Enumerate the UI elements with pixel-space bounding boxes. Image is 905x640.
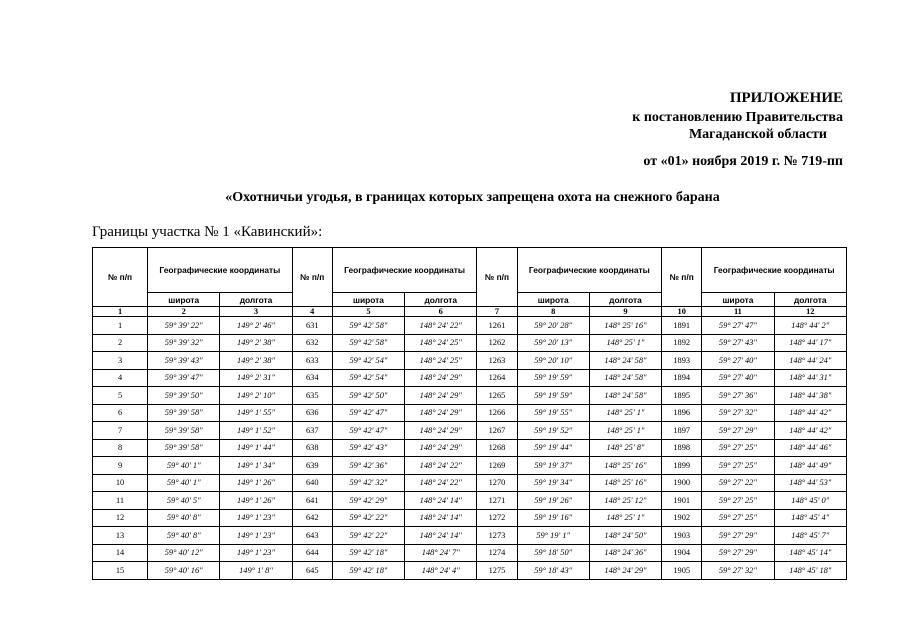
latitude-cell: 59° 40' 16" — [148, 562, 220, 580]
longitude-cell: 149° 2' 38" — [220, 334, 292, 352]
longitude-cell: 149° 1' 23" — [220, 527, 292, 545]
longitude-cell: 148° 24' 14" — [405, 527, 477, 545]
point-number-cell: 644 — [292, 544, 332, 562]
point-number-cell: 633 — [292, 352, 332, 370]
latitude-cell: 59° 42' 22" — [332, 527, 404, 545]
longitude-cell: 148° 44' 49" — [774, 457, 846, 475]
latitude-cell: 59° 27' 36" — [702, 387, 774, 405]
point-number-cell: 636 — [292, 404, 332, 422]
coords-header: Географические координаты — [517, 248, 662, 293]
point-number-cell: 12 — [93, 509, 148, 527]
latitude-cell: 59° 39' 43" — [148, 352, 220, 370]
point-number-cell: 4 — [93, 369, 148, 387]
point-number-cell: 5 — [93, 387, 148, 405]
longitude-cell: 148° 24' 58" — [589, 387, 661, 405]
appendix-line-region: Магаданской области — [688, 127, 827, 142]
lon-header: долгота — [774, 293, 846, 307]
point-number-cell: 1274 — [477, 544, 517, 562]
lat-header: широта — [148, 293, 220, 307]
longitude-cell: 148° 45' 18" — [774, 562, 846, 580]
point-number-cell: 1892 — [662, 334, 702, 352]
point-number-cell: 1262 — [477, 334, 517, 352]
point-number-cell: 1268 — [477, 439, 517, 457]
latitude-cell: 59° 42' 43" — [332, 439, 404, 457]
column-number-cell: 8 — [517, 307, 589, 317]
latitude-cell: 59° 27' 43" — [702, 334, 774, 352]
table-row — [93, 509, 847, 527]
latitude-cell: 59° 42' 54" — [332, 369, 404, 387]
longitude-cell: 149° 1' 23" — [220, 544, 292, 562]
point-number-cell: 1267 — [477, 422, 517, 440]
latitude-cell: 59° 42' 18" — [332, 562, 404, 580]
longitude-cell: 148° 25' 16" — [589, 317, 661, 335]
column-number-cell: 2 — [148, 307, 220, 317]
latitude-cell: 59° 27' 32" — [702, 404, 774, 422]
point-number-cell: 1273 — [477, 527, 517, 545]
point-number-cell: 640 — [292, 474, 332, 492]
latitude-cell: 59° 27' 25" — [702, 509, 774, 527]
table-row — [93, 562, 847, 580]
longitude-cell: 149° 1' 55" — [220, 404, 292, 422]
longitude-cell: 149° 1' 8" — [220, 562, 292, 580]
point-number-cell: 1261 — [477, 317, 517, 335]
longitude-cell: 148° 44' 38" — [774, 387, 846, 405]
longitude-cell: 148° 24' 29" — [405, 404, 477, 422]
point-number-cell: 638 — [292, 439, 332, 457]
longitude-cell: 148° 24' 22" — [405, 317, 477, 335]
longitude-cell: 148° 24' 14" — [405, 509, 477, 527]
longitude-cell: 148° 25' 8" — [589, 439, 661, 457]
longitude-cell: 148° 25' 1" — [589, 404, 661, 422]
latitude-cell: 59° 19' 59" — [517, 387, 589, 405]
longitude-cell: 148° 25' 1" — [589, 334, 661, 352]
point-number-cell: 1895 — [662, 387, 702, 405]
longitude-cell: 148° 45' 7" — [774, 527, 846, 545]
point-number-cell: 15 — [93, 562, 148, 580]
latitude-cell: 59° 27' 22" — [702, 474, 774, 492]
longitude-cell: 148° 24' 14" — [405, 492, 477, 510]
longitude-cell: 148° 44' 2" — [774, 317, 846, 335]
point-number-cell: 634 — [292, 369, 332, 387]
latitude-cell: 59° 27' 47" — [702, 317, 774, 335]
latitude-cell: 59° 42' 36" — [332, 457, 404, 475]
longitude-cell: 149° 1' 44" — [220, 439, 292, 457]
latitude-cell: 59° 27' 40" — [702, 352, 774, 370]
point-number-cell: 1265 — [477, 387, 517, 405]
column-number-cell: 6 — [405, 307, 477, 317]
latitude-cell: 59° 27' 25" — [702, 492, 774, 510]
point-number-cell: 11 — [93, 492, 148, 510]
longitude-cell: 148° 45' 0" — [774, 492, 846, 510]
longitude-cell: 148° 24' 29" — [405, 369, 477, 387]
column-number-cell: 9 — [589, 307, 661, 317]
point-number-cell: 637 — [292, 422, 332, 440]
point-number-cell: 1264 — [477, 369, 517, 387]
latitude-cell: 59° 39' 32" — [148, 334, 220, 352]
longitude-cell: 148° 24' 22" — [405, 457, 477, 475]
longitude-cell: 149° 2' 31" — [220, 369, 292, 387]
longitude-cell: 149° 2' 10" — [220, 387, 292, 405]
latitude-cell: 59° 42' 29" — [332, 492, 404, 510]
latitude-cell: 59° 42' 58" — [332, 317, 404, 335]
point-number-cell: 6 — [93, 404, 148, 422]
latitude-cell: 59° 19' 55" — [517, 404, 589, 422]
longitude-cell: 148° 44' 53" — [774, 474, 846, 492]
point-number-cell: 2 — [93, 334, 148, 352]
point-number-cell: 642 — [292, 509, 332, 527]
point-number-cell: 1893 — [662, 352, 702, 370]
lon-header: долгота — [589, 293, 661, 307]
longitude-cell: 148° 44' 17" — [774, 334, 846, 352]
table-header-row — [93, 248, 847, 293]
coords-header: Географические координаты — [332, 248, 477, 293]
point-number-cell: 7 — [93, 422, 148, 440]
column-number-cell: 11 — [702, 307, 774, 317]
coordinates-table — [92, 247, 847, 580]
column-number-cell: 10 — [662, 307, 702, 317]
latitude-cell: 59° 40' 12" — [148, 544, 220, 562]
point-number-cell: 1901 — [662, 492, 702, 510]
longitude-cell: 148° 25' 1" — [589, 422, 661, 440]
latitude-cell: 59° 27' 40" — [702, 369, 774, 387]
latitude-cell: 59° 40' 8" — [148, 527, 220, 545]
longitude-cell: 148° 25' 1" — [589, 509, 661, 527]
point-number-cell: 1275 — [477, 562, 517, 580]
point-number-cell: 1270 — [477, 474, 517, 492]
point-number-cell: 1898 — [662, 439, 702, 457]
latitude-cell: 59° 19' 34" — [517, 474, 589, 492]
longitude-cell: 148° 44' 24" — [774, 352, 846, 370]
point-number-cell: 8 — [93, 439, 148, 457]
latitude-cell: 59° 27' 25" — [702, 457, 774, 475]
longitude-cell: 148° 24' 29" — [405, 422, 477, 440]
num-header: № п/п — [477, 248, 517, 307]
point-number-cell: 14 — [93, 544, 148, 562]
column-number-cell: 7 — [477, 307, 517, 317]
point-number-cell: 635 — [292, 387, 332, 405]
longitude-cell: 149° 1' 34" — [220, 457, 292, 475]
table-row — [93, 527, 847, 545]
point-number-cell: 1902 — [662, 509, 702, 527]
longitude-cell: 148° 44' 46" — [774, 439, 846, 457]
longitude-cell: 148° 24' 58" — [589, 369, 661, 387]
longitude-cell: 148° 24' 50" — [589, 527, 661, 545]
latitude-cell: 59° 39' 47" — [148, 369, 220, 387]
latitude-cell: 59° 42' 18" — [332, 544, 404, 562]
point-number-cell: 1272 — [477, 509, 517, 527]
point-number-cell: 1899 — [662, 457, 702, 475]
point-number-cell: 645 — [292, 562, 332, 580]
latitude-cell: 59° 19' 37" — [517, 457, 589, 475]
point-number-cell: 1894 — [662, 369, 702, 387]
point-number-cell: 1263 — [477, 352, 517, 370]
longitude-cell: 148° 24' 22" — [405, 474, 477, 492]
point-number-cell: 1 — [93, 317, 148, 335]
latitude-cell: 59° 27' 29" — [702, 527, 774, 545]
longitude-cell: 149° 1' 23" — [220, 509, 292, 527]
num-header: № п/п — [93, 248, 148, 307]
latitude-cell: 59° 19' 26" — [517, 492, 589, 510]
table-row — [93, 492, 847, 510]
point-number-cell: 632 — [292, 334, 332, 352]
point-number-cell: 1896 — [662, 404, 702, 422]
point-number-cell: 9 — [93, 457, 148, 475]
table-row — [93, 474, 847, 492]
point-number-cell: 10 — [93, 474, 148, 492]
latitude-cell: 59° 42' 47" — [332, 404, 404, 422]
latitude-cell: 59° 20' 10" — [517, 352, 589, 370]
column-number-row — [93, 307, 847, 317]
longitude-cell: 148° 44' 31" — [774, 369, 846, 387]
latitude-cell: 59° 42' 58" — [332, 334, 404, 352]
table-row — [93, 317, 847, 335]
latitude-cell: 59° 27' 29" — [702, 544, 774, 562]
num-header: № п/п — [662, 248, 702, 307]
longitude-cell: 148° 25' 16" — [589, 457, 661, 475]
latitude-cell: 59° 19' 52" — [517, 422, 589, 440]
table-row — [93, 387, 847, 405]
latitude-cell: 59° 42' 32" — [332, 474, 404, 492]
longitude-cell: 149° 1' 52" — [220, 422, 292, 440]
latitude-cell: 59° 40' 1" — [148, 457, 220, 475]
point-number-cell: 1900 — [662, 474, 702, 492]
point-number-cell: 1271 — [477, 492, 517, 510]
longitude-cell: 148° 24' 29" — [589, 562, 661, 580]
table-row — [93, 422, 847, 440]
longitude-cell: 148° 24' 25" — [405, 334, 477, 352]
appendix-line-date: от «01» ноября 2019 г. № 719-пп — [643, 154, 843, 169]
table-row — [93, 369, 847, 387]
longitude-cell: 149° 1' 26" — [220, 474, 292, 492]
appendix-line-decree: к постановлению Правительства — [632, 110, 843, 125]
latitude-cell: 59° 42' 54" — [332, 352, 404, 370]
latitude-cell: 59° 39' 22" — [148, 317, 220, 335]
column-number-cell: 3 — [220, 307, 292, 317]
point-number-cell: 1891 — [662, 317, 702, 335]
coords-header: Географические координаты — [702, 248, 847, 293]
longitude-cell: 148° 25' 16" — [589, 474, 661, 492]
latitude-cell: 59° 20' 13" — [517, 334, 589, 352]
longitude-cell: 148° 25' 12" — [589, 492, 661, 510]
point-number-cell: 3 — [93, 352, 148, 370]
longitude-cell: 148° 24' 4" — [405, 562, 477, 580]
appendix-title: ПРИЛОЖЕНИЕ — [729, 90, 843, 106]
table-row — [93, 544, 847, 562]
latitude-cell: 59° 19' 59" — [517, 369, 589, 387]
table-row — [93, 404, 847, 422]
point-number-cell: 641 — [292, 492, 332, 510]
longitude-cell: 149° 2' 38" — [220, 352, 292, 370]
longitude-cell: 148° 24' 7" — [405, 544, 477, 562]
column-number-cell: 5 — [332, 307, 404, 317]
latitude-cell: 59° 27' 29" — [702, 422, 774, 440]
longitude-cell: 148° 24' 29" — [405, 439, 477, 457]
document-title: «Охотничьи угодья, в границах которых запрещена охота на снежного барана — [225, 190, 720, 205]
latitude-cell: 59° 18' 43" — [517, 562, 589, 580]
longitude-cell: 148° 24' 25" — [405, 352, 477, 370]
longitude-cell: 149° 2' 46" — [220, 317, 292, 335]
point-number-cell: 1266 — [477, 404, 517, 422]
coords-header: Географические координаты — [148, 248, 293, 293]
point-number-cell: 1897 — [662, 422, 702, 440]
latitude-cell: 59° 42' 47" — [332, 422, 404, 440]
latitude-cell: 59° 18' 50" — [517, 544, 589, 562]
longitude-cell: 148° 44' 42" — [774, 404, 846, 422]
longitude-cell: 148° 45' 4" — [774, 509, 846, 527]
longitude-cell: 149° 1' 26" — [220, 492, 292, 510]
latitude-cell: 59° 39' 58" — [148, 439, 220, 457]
latitude-cell: 59° 20' 28" — [517, 317, 589, 335]
latitude-cell: 59° 40' 5" — [148, 492, 220, 510]
column-number-cell: 1 — [93, 307, 148, 317]
longitude-cell: 148° 24' 36" — [589, 544, 661, 562]
table-body — [93, 317, 847, 580]
longitude-cell: 148° 24' 58" — [589, 352, 661, 370]
longitude-cell: 148° 24' 29" — [405, 387, 477, 405]
num-header: № п/п — [292, 248, 332, 307]
point-number-cell: 1905 — [662, 562, 702, 580]
table-row — [93, 457, 847, 475]
lat-header: широта — [517, 293, 589, 307]
latitude-cell: 59° 40' 8" — [148, 509, 220, 527]
table-row — [93, 439, 847, 457]
latitude-cell: 59° 42' 22" — [332, 509, 404, 527]
longitude-cell: 148° 44' 42" — [774, 422, 846, 440]
table-row — [93, 334, 847, 352]
latitude-cell: 59° 27' 25" — [702, 439, 774, 457]
latitude-cell: 59° 19' 44" — [517, 439, 589, 457]
latitude-cell: 59° 19' 1" — [517, 527, 589, 545]
point-number-cell: 643 — [292, 527, 332, 545]
column-number-cell: 4 — [292, 307, 332, 317]
longitude-cell: 148° 45' 14" — [774, 544, 846, 562]
latitude-cell: 59° 27' 32" — [702, 562, 774, 580]
latitude-cell: 59° 42' 50" — [332, 387, 404, 405]
document-title-wrap — [0, 190, 905, 206]
latitude-cell: 59° 39' 50" — [148, 387, 220, 405]
latitude-cell: 59° 19' 16" — [517, 509, 589, 527]
point-number-cell: 631 — [292, 317, 332, 335]
point-number-cell: 1904 — [662, 544, 702, 562]
point-number-cell: 13 — [93, 527, 148, 545]
point-number-cell: 1903 — [662, 527, 702, 545]
latitude-cell: 59° 39' 58" — [148, 422, 220, 440]
table-subheader-row — [93, 293, 847, 307]
column-number-cell: 12 — [774, 307, 846, 317]
lat-header: широта — [702, 293, 774, 307]
lon-header: долгота — [220, 293, 292, 307]
section-title: Границы участка № 1 «Кавинский»: — [92, 224, 323, 240]
point-number-cell: 1269 — [477, 457, 517, 475]
lon-header: долгота — [405, 293, 477, 307]
latitude-cell: 59° 40' 1" — [148, 474, 220, 492]
point-number-cell: 639 — [292, 457, 332, 475]
lat-header: широта — [332, 293, 404, 307]
appendix-block — [543, 90, 843, 170]
latitude-cell: 59° 39' 58" — [148, 404, 220, 422]
table-row — [93, 352, 847, 370]
